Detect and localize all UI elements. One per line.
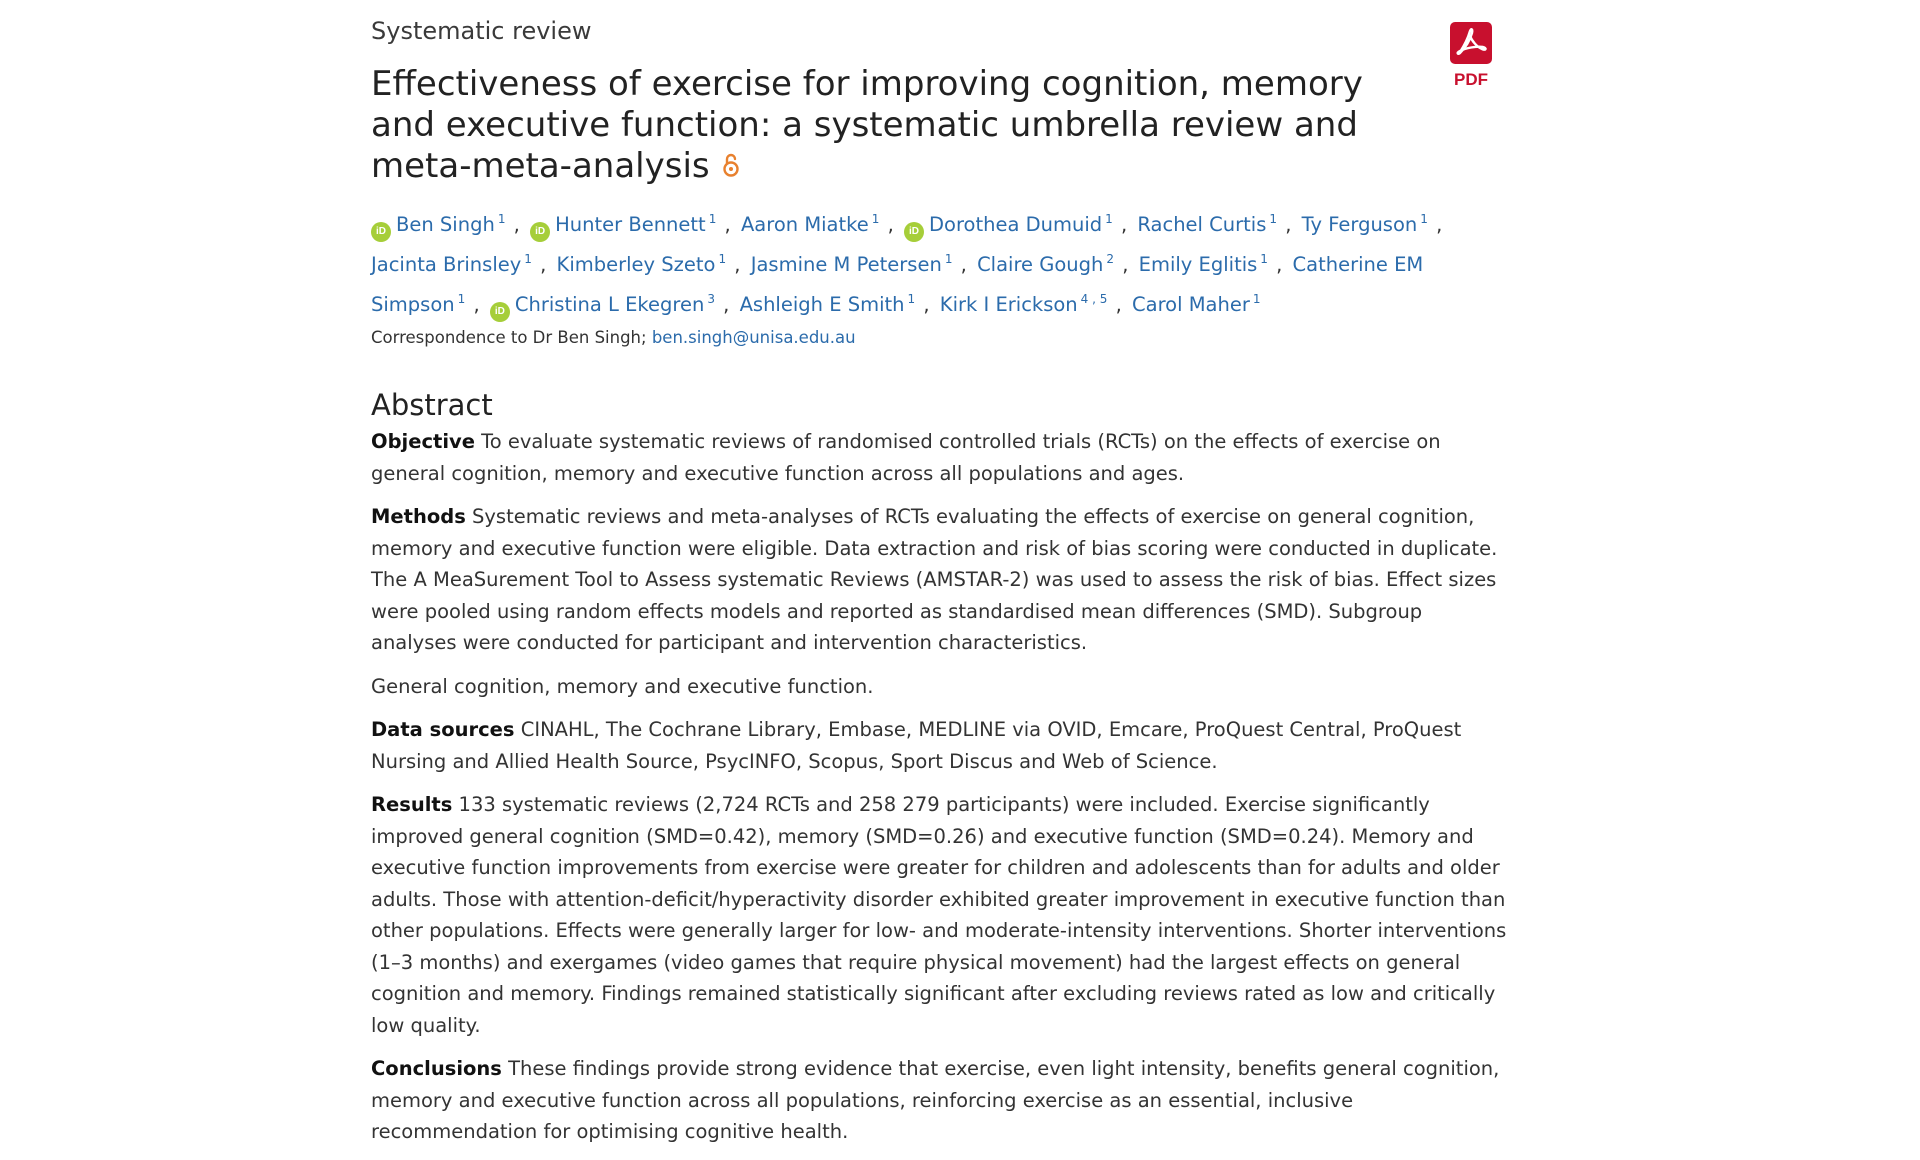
- author-name[interactable]: Claire Gough: [977, 253, 1104, 276]
- abstract-conclusions: [371, 1053, 1511, 1148]
- abstract-results: [371, 789, 1511, 1041]
- orcid-icon[interactable]: iD: [371, 222, 391, 242]
- results-label: Results: [371, 793, 453, 816]
- author-name[interactable]: Rachel Curtis: [1137, 213, 1267, 236]
- author-list: [371, 202, 1511, 322]
- data-sources-label: Data sources: [371, 718, 515, 741]
- objective-label: Objective: [371, 430, 475, 453]
- author-name[interactable]: Dorothea Dumuid: [929, 213, 1103, 236]
- author-affiliation-sup: 1: [497, 212, 506, 226]
- conclusions-text: These findings provide strong evidence that exercise, even light intensity, benefits general cognition, memory and executive function across all populations, reinforcing exercise as an essential, inclusive recommendation for optimising cognitive health.: [371, 1057, 1500, 1143]
- open-access-icon: [722, 147, 740, 188]
- author-separator: ,: [507, 213, 520, 236]
- author-separator: ,: [716, 293, 730, 316]
- correspondence: [371, 326, 1511, 350]
- orcid-icon[interactable]: iD: [490, 302, 510, 322]
- methods-label: Methods: [371, 505, 466, 528]
- author-name[interactable]: Jasmine M Petersen: [750, 253, 942, 276]
- author-separator: ,: [467, 293, 480, 316]
- author-affiliation-sup: 1: [944, 252, 953, 266]
- orcid-icon[interactable]: iD: [530, 222, 550, 242]
- conclusions-label: Conclusions: [371, 1057, 502, 1080]
- abstract-data-sources: [371, 714, 1511, 777]
- author-affiliation-sup: 2: [1106, 252, 1115, 266]
- author-link[interactable]: [371, 253, 532, 276]
- author-link[interactable]: [555, 213, 716, 236]
- author-name[interactable]: Ashleigh E Smith: [739, 293, 905, 316]
- data-sources-text: CINAHL, The Cochrane Library, Embase, MEDLINE via OVID, Emcare, ProQuest Central, ProQuest Nursing and Allied Health Source, PsycINFO, Scopus, Sport Discus and Web of Science.: [371, 718, 1462, 773]
- author-affiliation-sup: 3: [707, 292, 715, 306]
- author-link[interactable]: [751, 253, 953, 276]
- author-name[interactable]: Carol Maher: [1132, 293, 1250, 316]
- abstract-heading: Abstract: [371, 388, 493, 422]
- author-link[interactable]: [741, 213, 879, 236]
- article-content: [371, 14, 1511, 1160]
- author-link[interactable]: [557, 253, 727, 276]
- correspondence-label: Correspondence to Dr Ben Singh;: [371, 328, 647, 347]
- orcid-icon[interactable]: iD: [904, 222, 924, 242]
- author-separator: ,: [728, 253, 741, 276]
- author-link[interactable]: [515, 293, 715, 316]
- article-type-label: Systematic review: [371, 17, 592, 45]
- author-separator: ,: [1429, 213, 1443, 236]
- author-affiliation-sup: 1: [708, 212, 717, 226]
- article-title-text: Effectiveness of exercise for improving cognition, memory and executive function: a systematic umbrella review and meta-meta-analysis: [371, 64, 1363, 186]
- author-link[interactable]: [1139, 253, 1268, 276]
- author-affiliation-sup: 1: [871, 212, 880, 226]
- author-separator: ,: [1279, 213, 1292, 236]
- author-affiliation-sup: 1: [718, 252, 727, 266]
- author-separator: ,: [533, 253, 547, 276]
- author-link[interactable]: [1132, 293, 1261, 316]
- pdf-label[interactable]: PDF: [1454, 70, 1488, 89]
- methods-text: Systematic reviews and meta-analyses of RCTs evaluating the effects of exercise on general cognition, memory and executive function were eligible. Data extraction and risk of bias scoring were conducted in duplicate. The A MeaSurement Tool to Assess systematic Reviews (AMSTAR-2) was used to assess the risk of bias. Effect sizes were pooled using random effects models and reported as standardised mean differences (SMD). Subgroup analyses were conducted for participant and intervention characteristics.: [371, 505, 1498, 654]
- author-name[interactable]: Kimberley Szeto: [556, 253, 716, 276]
- article-title: [371, 64, 1391, 188]
- abstract-general: [371, 671, 1511, 703]
- author-affiliation-sup: 1: [1269, 212, 1278, 226]
- author-link[interactable]: [977, 253, 1114, 276]
- author-name[interactable]: Kirk I Erickson: [939, 293, 1078, 316]
- abstract-methods: [371, 501, 1511, 659]
- results-text: 133 systematic reviews (2,724 RCTs and 258 279 participants) were included. Exercise significantly improved general cognition (SMD=0.42), memory (SMD=0.26) and executive function (SMD=0.24). Memory and executive function improvements from exercise were greater for children and adolescents than for adults and older adults. Those with attention-deficit/hyperactivity disorder exhibited greater improvement in executive function than other populations. Effects were generally larger for low- and moderate-intensity interventions. Shorter interventions (1–3 months) and exergames (video games that require physical movement) had the largest effects on general cognition and memory. Findings remained statistically significant after excluding reviews rated as low and critically low quality.: [371, 793, 1507, 1037]
- author-separator: ,: [1114, 213, 1128, 236]
- author-name[interactable]: Aaron Miatke: [740, 213, 869, 236]
- general-text: General cognition, memory and executive function.: [371, 674, 874, 698]
- author-separator: ,: [1269, 253, 1283, 276]
- author-name[interactable]: Jacinta Brinsley: [371, 253, 522, 276]
- author-link[interactable]: [940, 293, 1108, 316]
- author-name[interactable]: Emily Eglitis: [1138, 253, 1258, 276]
- author-name[interactable]: Hunter Bennett: [555, 213, 706, 236]
- correspondence-email-link[interactable]: ben.singh@unisa.edu.au: [651, 328, 856, 347]
- author-name[interactable]: Catherine EM Simpson: [371, 253, 1424, 316]
- author-affiliation-sup: 1: [457, 292, 466, 306]
- author-link[interactable]: [929, 213, 1113, 236]
- author-link[interactable]: [1302, 213, 1428, 236]
- author-affiliation-sup: 1: [1252, 292, 1261, 306]
- author-affiliation-sup: 1: [907, 292, 916, 306]
- author-separator: ,: [718, 213, 731, 236]
- author-name[interactable]: Ty Ferguson: [1301, 213, 1418, 236]
- author-link[interactable]: [740, 293, 916, 316]
- author-affiliation-sup: 1: [1420, 212, 1428, 226]
- author-affiliation-sup: 1: [524, 252, 532, 266]
- author-affiliation-sup: 4 , 5: [1080, 292, 1108, 306]
- author-separator: ,: [954, 253, 967, 276]
- author-separator: ,: [1109, 293, 1122, 316]
- author-affiliation-sup: 1: [1105, 212, 1113, 226]
- author-name[interactable]: Christina L Ekegren: [514, 293, 705, 316]
- author-name[interactable]: Ben Singh: [396, 213, 495, 236]
- author-separator: ,: [917, 293, 930, 316]
- abstract-objective: [371, 426, 1511, 489]
- objective-text: To evaluate systematic reviews of randomised controlled trials (RCTs) on the effects of exercise on general cognition, memory and executive function across all populations and ages.: [371, 430, 1441, 485]
- author-affiliation-sup: 1: [1260, 252, 1268, 266]
- author-separator: ,: [1116, 253, 1129, 276]
- author-link[interactable]: [1137, 213, 1277, 236]
- author-link[interactable]: [396, 213, 505, 236]
- author-separator: ,: [881, 213, 894, 236]
